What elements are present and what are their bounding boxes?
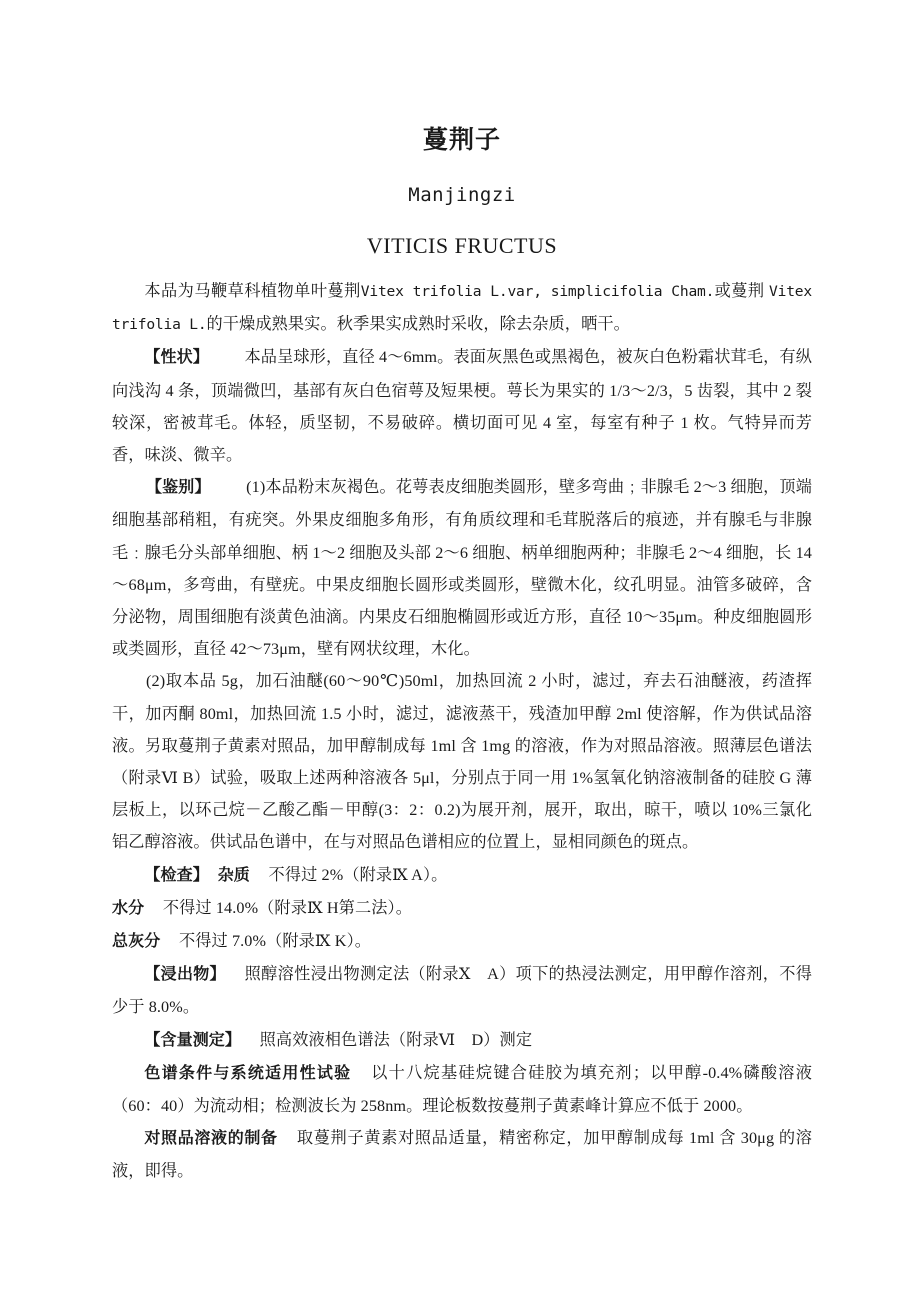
page-title-latin: VITICIS FRUCTUS (366, 233, 558, 258)
paragraph-hanliang (112, 1024, 812, 1057)
page-title-chinese: 蔓荆子 (422, 126, 501, 154)
value-impurity: 不得过 2%（附录Ⅸ A）。 (268, 865, 448, 884)
section-heading-jianbie: 【鉴别】 (146, 479, 211, 497)
subheading-reference-solution: 对照品溶液的制备 (144, 1130, 278, 1148)
paragraph-chromatography-conditions (112, 1057, 812, 1122)
text-reference-solution: 取蔓荆子黄素对照品适量，精密称定，加甲醇制成每 1ml 含 30μg 的溶液，即得。 (112, 1129, 812, 1181)
section-text-jianbie-item2: (2)取本品 5g，加石油醚(60～90℃)50ml，加热回流 2 小时，滤过，弃去石油醚液，药渣挥干，加丙酮 80ml，加热回流 1.5 小时，滤过，滤液蒸干，残渣加甲醇 2ml 使溶解，作为供试品溶液。另取蔓荆子黄素对照品，加甲醇制成每 1ml 含 1mg 的溶液，作为对照品溶液。照薄层色谱法（附录Ⅵ B）试验，吸取上述两种溶液各 5μl，分别点于同一用 1%氢氧化钠溶液制备的硅胶 G 薄层板上，以环己烷－乙酸乙酯－甲醇(3：2：0.2)为展开剂，展开，取出，晾干，喷以 10%三氯化铝乙醇溶液。供试品色谱中，在与对照品色谱相应的位置上，显相同颜色的斑点。 (112, 672, 812, 852)
section-heading-jinchuwu: 【浸出物】 (144, 966, 226, 984)
section-text-xingzhuang: 本品呈球形，直径 4～6mm。表面灰黑色或黑褐色，被灰白色粉霜状茸毛，有纵向浅沟 4 条，顶端微凹，基部有灰白色宿萼及短果梗。萼长为果实的 1/3～2/3，5 齿裂，其中 2 裂较深，密被茸毛。体轻，质坚韧，不易破碎。横切面可见 4 室，每室有种子 1 枚。气特异而芳香，味淡、微辛。 (112, 348, 812, 465)
paragraph-jiancha-moisture (112, 892, 812, 925)
text-chromatography-conditions: 以十八烷基硅烷键合硅胶为填充剂；以甲醇-0.4%磷酸溶液（60：40）为流动相；检测波长为 258nm。理论板数按蔓荆子黄素峰计算应不低于 2000。 (112, 1063, 812, 1116)
paragraph-jianbie-2 (112, 665, 812, 858)
paragraph-xingzhuang (112, 341, 812, 471)
label-impurity: 杂质 (217, 866, 250, 884)
origin-rest: 的干燥成熟果实。秋季果实成熟时采收，除去杂质，晒干。 (206, 315, 630, 334)
paragraph-reference-solution (112, 1122, 812, 1187)
section-text-jianbie-item1: (1)本品粉末灰褐色。花萼表皮细胞类圆形，壁多弯曲﹔非腺毛 2～3 细胞，顶端细胞基部稍粗，有疣突。外果皮细胞多角形，有角质纹理和毛茸脱落后的痕迹，并有腺毛与非腺毛﹕腺毛分头部单细胞、柄 1～2 细胞及头部 2～6 细胞、柄单细胞两种；非腺毛 2～4 细胞，长 14～68μm，多弯曲，有壁疣。中果皮细胞长圆形或类圆形，壁微木化，纹孔明显。油管多破碎，含分泌物，周围细胞有淡黄色油滴。内果皮石细胞椭圆形或近方形，直径 10～35μm。种皮细胞圆形或类圆形，直径 42～73μm，壁有网状纹理，木化。 (112, 478, 812, 659)
paragraph-jianbie-1 (112, 471, 812, 665)
paragraph-jiancha-ash (112, 925, 812, 958)
page-title-pinyin: Manjingzi (408, 184, 516, 206)
document-content (112, 0, 812, 1188)
label-moisture: 水分 (112, 899, 145, 917)
origin-binomial-2: Vitex trifolia L. (112, 283, 812, 334)
paragraph-jiancha-impurity (112, 859, 812, 892)
value-moisture: 不得过 14.0%（附录Ⅸ H第二法）。 (162, 898, 413, 917)
section-text-jinchuwu: 照醇溶性浸出物测定法（附录Ⅹ A）项下的热浸法测定，用甲醇作溶剂，不得少于 8.0%。 (112, 965, 812, 1017)
section-heading-jiancha: 【检查】 (144, 866, 209, 884)
section-heading-xingzhuang: 【性状】 (144, 349, 209, 367)
value-total-ash: 不得过 7.0%（附录Ⅸ K）。 (178, 932, 372, 951)
document-body (112, 275, 812, 1188)
subheading-chromatography-conditions: 色谱条件与系统适用性试验 (144, 1064, 352, 1082)
section-heading-hanliang: 【含量测定】 (144, 1031, 241, 1049)
origin-mid: 或蔓荆 (714, 282, 765, 300)
section-text-hanliang: 照高效液相色谱法（附录Ⅵ D）测定 (259, 1030, 533, 1049)
paragraph-origin (112, 275, 812, 341)
origin-binomial-1: Vitex trifolia L.var, simplicifolia Cham. (360, 283, 715, 300)
origin-prefix: 本品为马鞭草科植物单叶蔓荆 (144, 282, 361, 300)
paragraph-jinchuwu (112, 958, 812, 1023)
label-total-ash: 总灰分 (112, 933, 161, 951)
